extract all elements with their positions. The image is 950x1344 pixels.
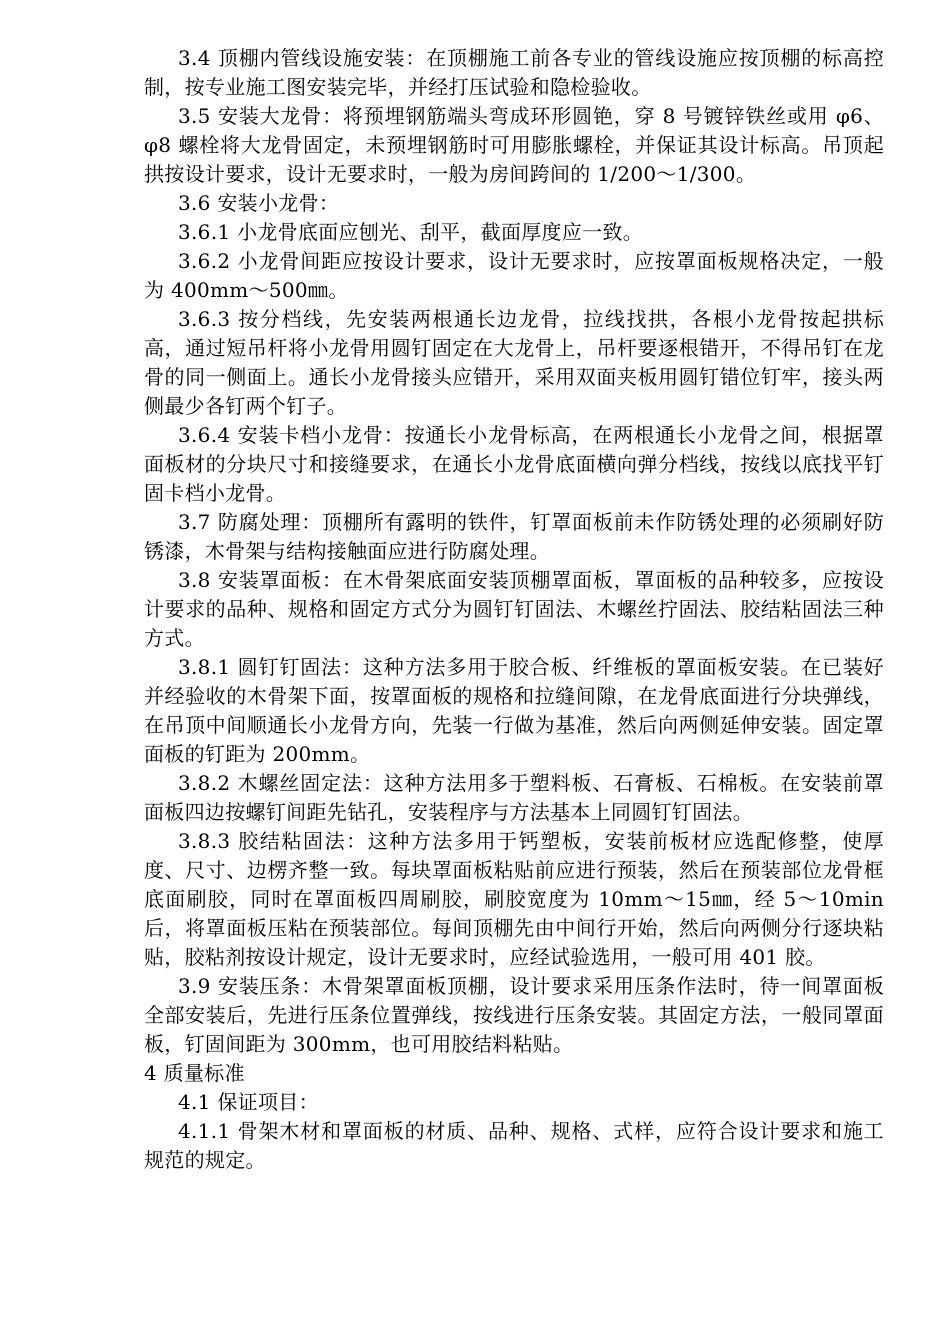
paragraph-3-6-1: 3.6.1 小龙骨底面应刨光、刮平，截面厚度应一致。 xyxy=(178,220,644,244)
paragraph-3-8-1: 3.8.1 圆钉钉固法：这种方法多用于胶合板、纤维板的罩面板安装。在已装好并经验收的木骨架下面，按罩面板的规格和拉缝间隙，在龙骨底面进行分块弹线，在吊顶中间顺通长小龙骨方向，先装一行做为基准，然后向两侧延伸安装。固定罩面板的钉距为 200mm。 xyxy=(144,655,884,766)
paragraph-3-6-3: 3.6.3 按分档线，先安装两根通长边龙骨，拉线找拱，各根小龙骨按起拱标高，通过短吊杆将小龙骨用圆钉固定在大龙骨上，吊杆要逐根错开，不得吊钉在龙骨的同一侧面上。通长小龙骨接头应错开，采用双面夹板用圆钉错位钉牢，接头两侧最少各钉两个钉子。 xyxy=(144,307,884,418)
paragraph-3-4: 3.4 顶棚内管线设施安装：在顶棚施工前各专业的管线设施应按顶棚的标高控制，按专业施工图安装完毕，并经打压试验和隐检验收。 xyxy=(144,46,884,99)
paragraph-4-1: 4.1 保证项目： xyxy=(178,1090,319,1114)
paragraph-3-7: 3.7 防腐处理：顶棚所有露明的铁件，钉罩面板前未作防锈处理的必须刷好防锈漆，木骨架与结构接触面应进行防腐处理。 xyxy=(144,510,884,563)
paragraph-4-1-1: 4.1.1 骨架木材和罩面板的材质、品种、规格、式样，应符合设计要求和施工规范的规定。 xyxy=(144,1119,884,1172)
paragraph-3-6-4: 3.6.4 安装卡档小龙骨：按通长小龙骨标高，在两根通长小龙骨之间，根据罩面板材的分块尺寸和接缝要求，在通长小龙骨底面横向弹分档线，按线以底找平钉固卡档小龙骨。 xyxy=(144,423,884,505)
paragraph-3-8: 3.8 安装罩面板：在木骨架底面安装顶棚罩面板，罩面板的品种较多，应按设计要求的品种、规格和固定方式分为圆钉钉固法、木螺丝拧固法、胶结粘固法三种方式。 xyxy=(144,568,884,650)
paragraph-3-8-3: 3.8.3 胶结粘固法：这种方法多用于钙塑板，安装前板材应选配修整，使厚度、尺寸、边楞齐整一致。每块罩面板粘贴前应进行预装，然后在预装部位龙骨框底面刷胶，同时在罩面板四周刷胶，刷胶宽度为 10mm～15㎜，经 5～10min 后，将罩面板压粘在预装部位。每间顶棚先由中间行开始，然后向两侧分行逐块粘贴，胶粘剂按设计规定，设计无要求时，应经试验选用，一般可用 401 胶。 xyxy=(144,829,884,969)
paragraph-3-5: 3.5 安装大龙骨：将预埋钢筋端头弯成环形圆铯，穿 8 号镀锌铁丝或用 φ6、 φ8 螺栓将大龙骨固定，未预埋钢筋时可用膨胀螺栓，并保证其设计标高。吊顶起拱按设计要求，设计无要求时，一般为房间跨间的 1/200～1/300。 xyxy=(144,104,884,186)
paragraph-3-6-2: 3.6.2 小龙骨间距应按设计要求，设计无要求时，应按罩面板规格决定，一般为 400mm～500㎜。 xyxy=(144,249,884,302)
paragraph-3-9: 3.9 安装压条：木骨架罩面板顶棚，设计要求采用压条作法时，待一间罩面板全部安装后，先进行压条位置弹线，按线进行压条安装。其固定方法，一般同罩面板，钉固间距为 300mm，也可用胶结料粘贴。 xyxy=(144,974,884,1056)
section-heading-4: 4 质量标准 xyxy=(144,1061,245,1085)
paragraph-3-8-2: 3.8.2 木螺丝固定法：这种方法用多于塑料板、石膏板、石棉板。在安装前罩面板四边按螺钉间距先钻孔，安装程序与方法基本上同圆钉钉固法。 xyxy=(144,771,884,824)
paragraph-3-6: 3.6 安装小龙骨： xyxy=(178,191,340,215)
document-page xyxy=(144,44,884,1175)
